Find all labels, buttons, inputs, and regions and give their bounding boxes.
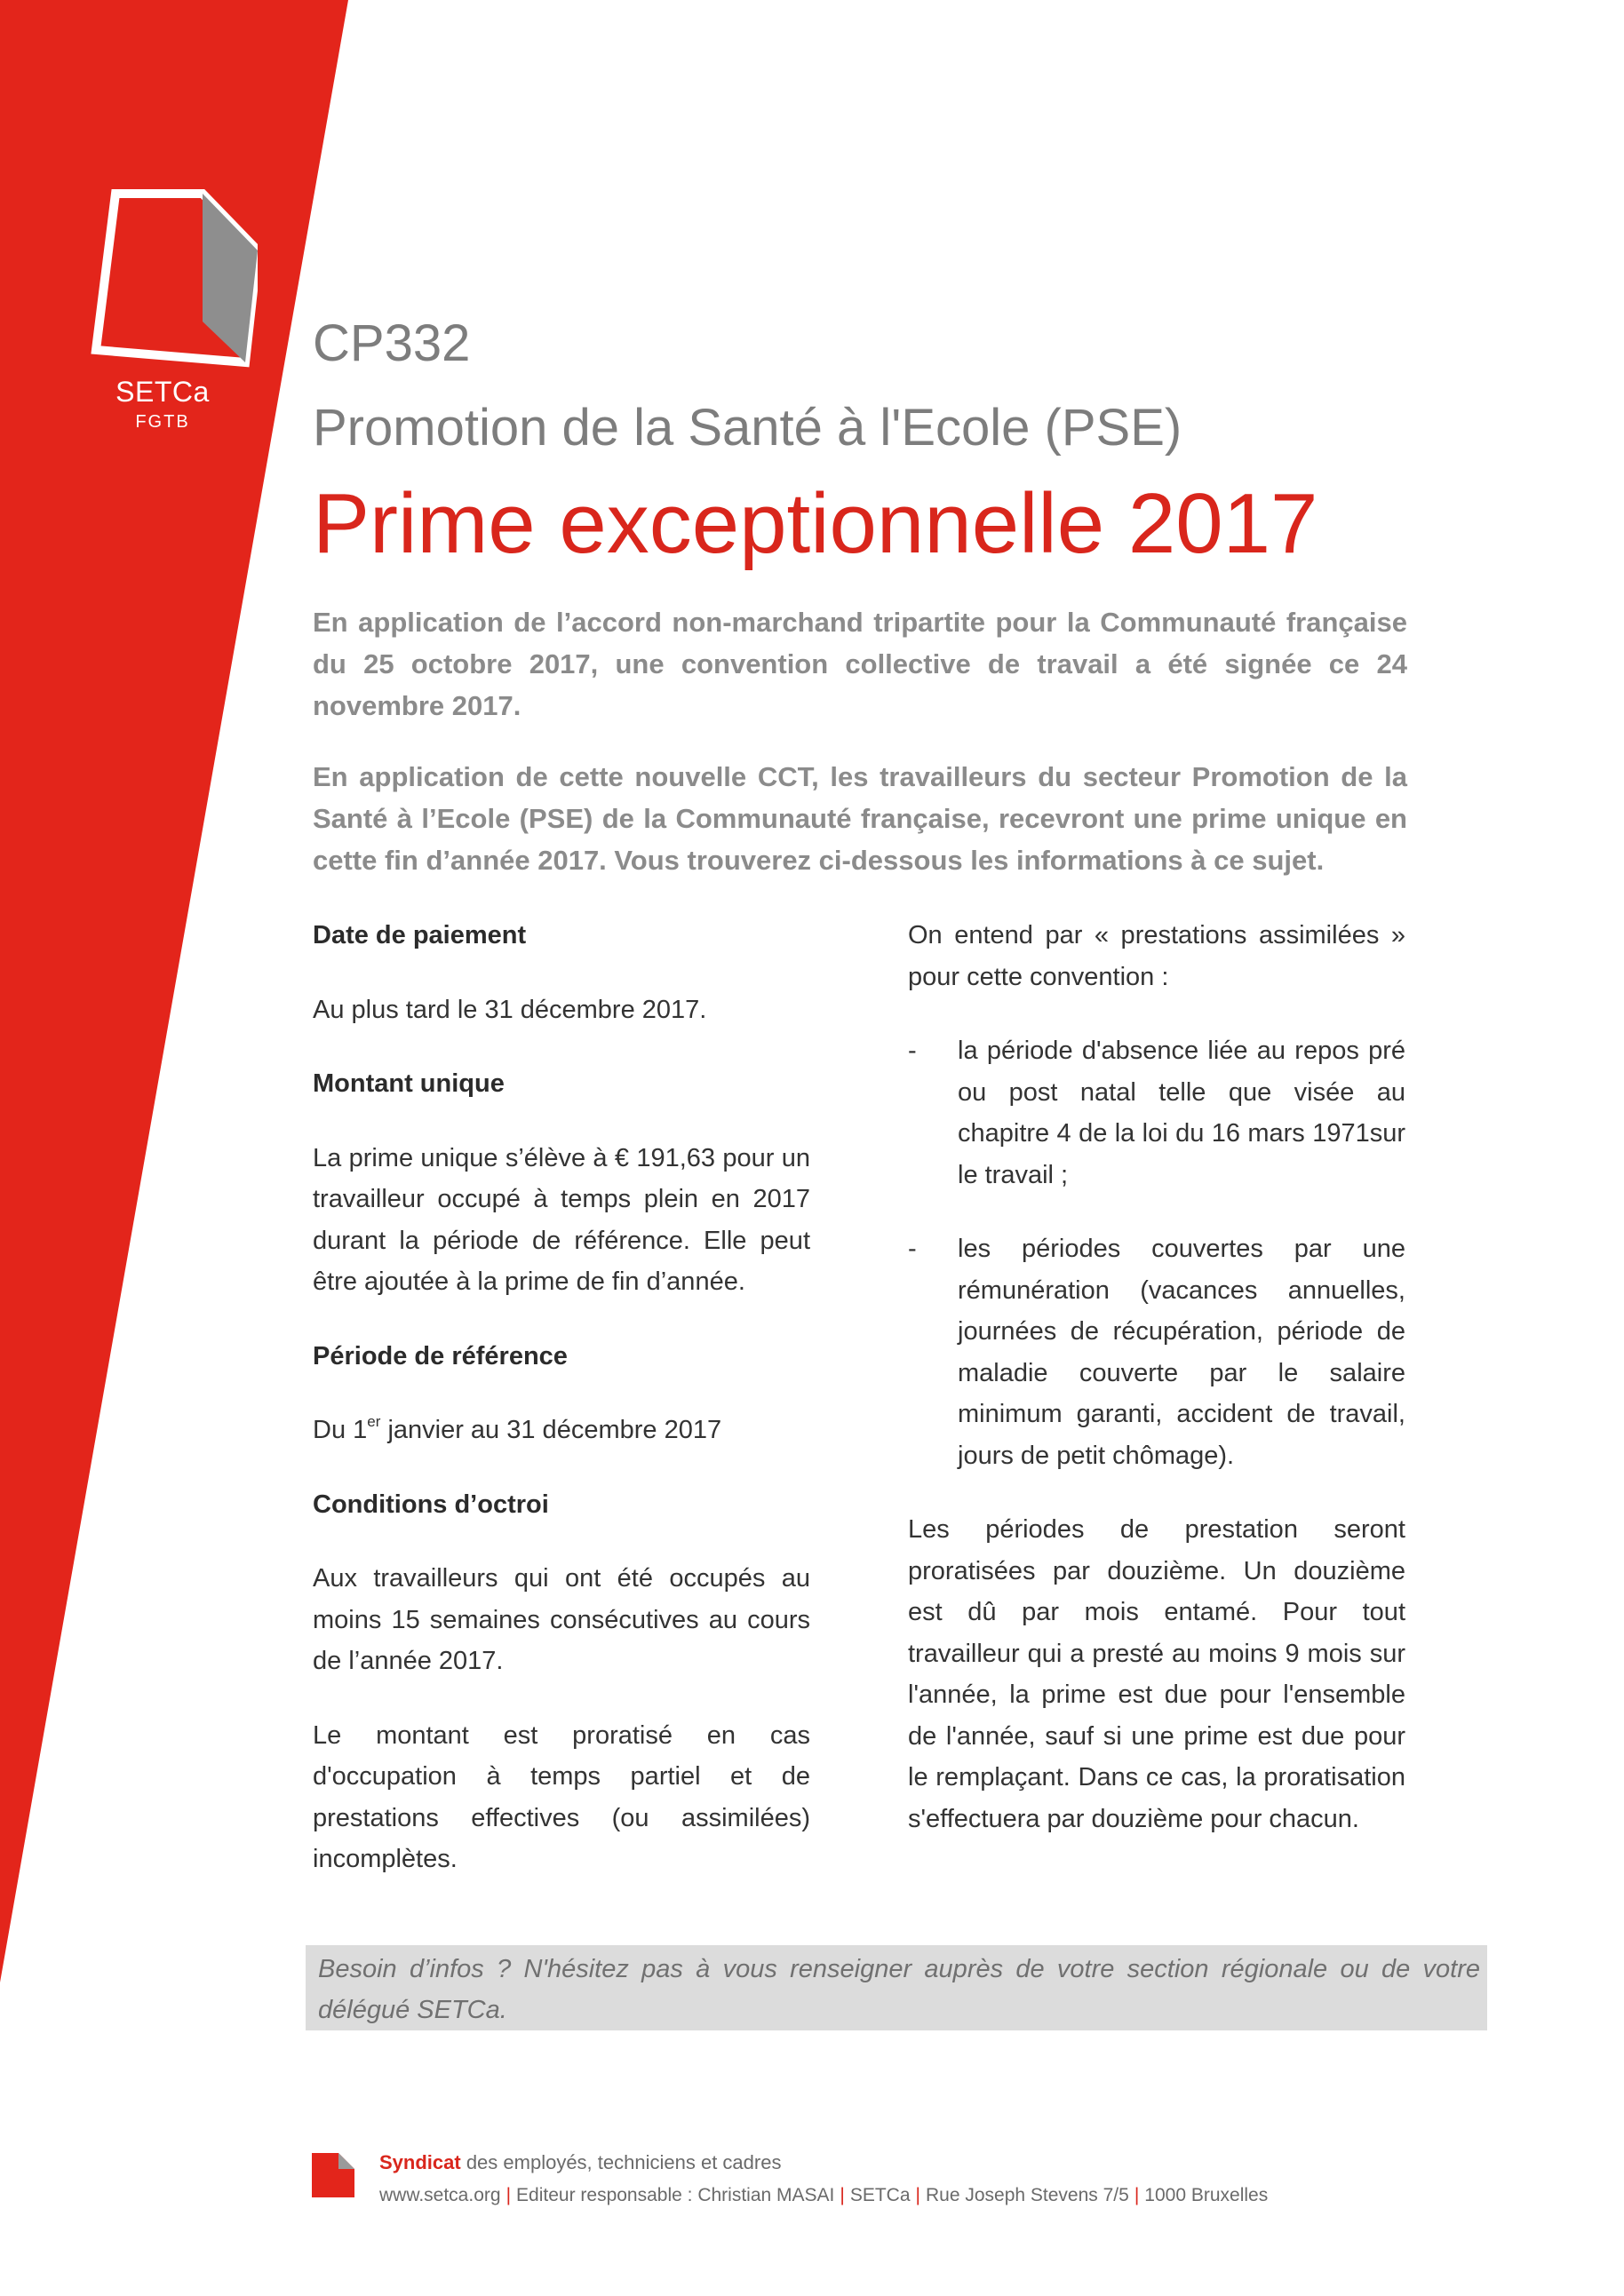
- footer-separator: |: [915, 2185, 920, 2205]
- page-title: Prime exceptionnelle 2017: [313, 476, 1318, 571]
- assimilated-intro: On entend par « prestations assimilées » pour cette convention :: [908, 921, 1405, 991]
- footer-street: Rue Joseph Stevens 7/5: [926, 2185, 1129, 2205]
- footer-org: SETCa: [849, 2185, 911, 2205]
- bullet-dash: -: [908, 1235, 917, 1263]
- footer-publisher: Editeur responsable : Christian MASAI: [516, 2185, 835, 2205]
- footer-separator: |: [506, 2185, 512, 2205]
- amount-text: La prime unique s’élève à € 191,63 pour un travailleur occupé à temps plein en 2017 durant la période de référence. Elle peut être ajoutée à la prime de fin d’année.: [313, 1143, 810, 1296]
- conditions-heading: Conditions d’octroi: [313, 1490, 549, 1519]
- setca-logo-icon: [89, 188, 258, 375]
- list-item-text: la période d'absence liée au repos pré ou post natal telle que visée au chapitre 4 de la loi du 16 mars 1971sur le travail ;: [958, 1037, 1405, 1189]
- footer-separator: |: [1134, 2185, 1140, 2205]
- payment-date-heading: Date de paiement: [313, 921, 527, 949]
- period-prefix: Du 1: [313, 1416, 368, 1444]
- right-column: [908, 915, 1405, 1872]
- intro-paragraph: En application de l’accord non-marchand tripartite pour la Communauté française du 25 octobre 2017, une convention collective de travail a été signée ce 24 novembre 2017.: [313, 607, 1407, 721]
- footer-tagline: des employés, techniciens et cadres: [460, 2151, 782, 2173]
- conditions-text: Aux travailleurs qui ont été occupés au moins 15 semaines consécutives au cours de l’année 2017.: [313, 1564, 810, 1675]
- reference-period-heading: Période de référence: [313, 1341, 568, 1370]
- period-suffix: janvier au 31 décembre 2017: [380, 1416, 722, 1444]
- list-item: [908, 1228, 1405, 1476]
- period-ordinal: er: [367, 1413, 381, 1431]
- footer-tagline-line: [379, 2151, 781, 2174]
- footer-logo-icon: [308, 2149, 358, 2199]
- footer-address-line: [379, 2185, 1268, 2206]
- assimilated-list: [908, 1030, 1405, 1476]
- footer-city: 1000 Bruxelles: [1144, 2185, 1269, 2205]
- left-column: [313, 915, 810, 1913]
- conditions-text: Le montant est proratisé en cas d'occupation à temps partiel et de prestations effectives (ou assimilées) incomplètes.: [313, 1720, 810, 1873]
- list-item-text: les périodes couvertes par une rémunération (vacances annuelles, journées de récupération, période de maladie couverte par le salaire minimum garanti, accident de travail, jours de petit chômage).: [958, 1235, 1405, 1470]
- reference-period-text: [313, 1410, 810, 1451]
- amount-heading: Montant unique: [313, 1069, 505, 1098]
- info-text: Besoin d’infos ? N'hésitez pas à vous renseigner auprès de votre section régionale ou de votre délégué SETCa.: [318, 1955, 1480, 2024]
- payment-date-text: Au plus tard le 31 décembre 2017.: [313, 995, 707, 1024]
- intro-paragraph: En application de cette nouvelle CCT, les travailleurs du secteur Promotion de la Santé à l’Ecole (PSE) de la Communauté française, recevront une prime unique en cette fin d’année 2017. Vous trouverez ci-dessous les informations à ce sujet.: [313, 761, 1407, 876]
- logo-subname: FGTB: [135, 412, 190, 432]
- proration-text: Les périodes de prestation seront proratisées par douzième. Un douzième est dû par mois entamé. Pour tout travailleur qui a presté au moins 9 mois sur l'année, la prime est due pour l'ensemble de l'année, sauf si une prime est due pour le remplaçant. Dans ce cas, la proratisation s'effectuera par douzième pour chacun.: [908, 1515, 1405, 1833]
- sector-subtitle: Promotion de la Santé à l'Ecole (PSE): [313, 399, 1182, 457]
- footer-website[interactable]: www.setca.org: [379, 2185, 501, 2205]
- footer-brand-word: Syndicat: [379, 2151, 461, 2173]
- list-item: [908, 1030, 1405, 1196]
- logo-name: SETCa: [115, 376, 210, 408]
- committee-code: CP332: [313, 314, 471, 372]
- info-box: [306, 1945, 1487, 2030]
- footer-separator: |: [840, 2185, 845, 2205]
- bullet-dash: -: [908, 1037, 917, 1065]
